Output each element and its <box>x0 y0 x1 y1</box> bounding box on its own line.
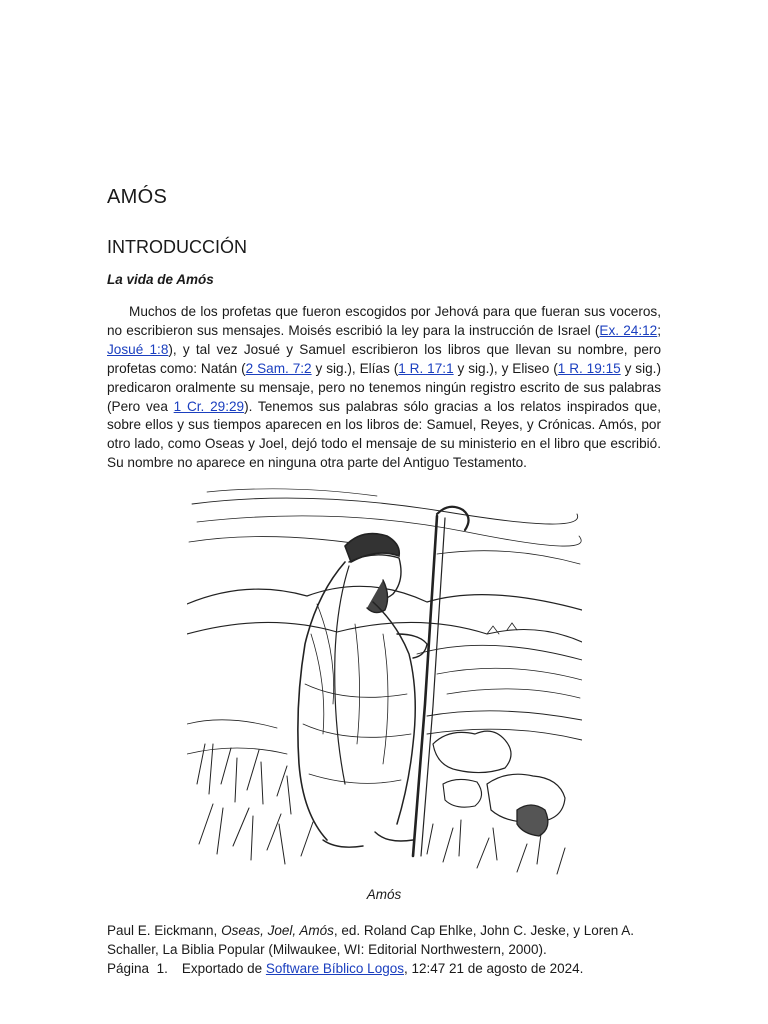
intro-paragraph <box>107 303 661 473</box>
export-prefix: Exportado de <box>181 961 266 976</box>
text-run: Muchos de los profetas que fueron escogidos por Jehová para que fueran sus voceros, no escribieron sus mensajes. Moisés escribió la ley para la instrucción de Israel ( <box>107 304 661 338</box>
citation-footer <box>107 921 661 978</box>
scripture-link-1-r-17-1[interactable]: 1 R. 17:1 <box>398 360 454 376</box>
page-number: 1. <box>156 961 168 976</box>
scripture-link-1-cr-29-29[interactable]: 1 Cr. 29:29 <box>173 398 245 414</box>
scripture-link-1-r-19-15[interactable]: 1 R. 19:15 <box>557 360 621 376</box>
text-run: y sig.), y Eliseo ( <box>453 360 558 376</box>
subsection-heading: La vida de Amós <box>107 272 214 287</box>
citation-work-title: Oseas, Joel, Amós <box>221 923 334 938</box>
section-heading: INTRODUCCIÓN <box>107 237 247 257</box>
amos-shepherd-illustration <box>187 484 582 880</box>
text-run: ), y tal vez Josué y Samuel escribieron los libros que llevan su nombre, pero profetas como: Natán ( <box>107 341 661 376</box>
text-run: ). Tenemos sus palabras sólo gracias a los relatos inspirados que, sobre ellos y sus tiempos aparecen en los libros de: Samuel, Reyes, y Crónicas. Amós, por otro lado, como Oseas y Joel, dejó todo el mensaje de su ministerio en el libro que escribió. Su nombre no aparece en ninguna otra parte del Antiguo Testamento. <box>107 398 661 471</box>
citation-details: , ed. Roland Cap Ehlke, John C. Jeske, y Loren A. Schaller, La Biblia Popular (Milwaukee, WI: Editorial Northwestern, 2000). <box>107 923 635 957</box>
export-timestamp: , 12:47 21 de agosto de 2024. <box>403 961 584 976</box>
page-label: Página <box>107 961 150 976</box>
illustration-caption: Amós <box>366 887 402 902</box>
text-run: ; <box>657 322 661 338</box>
book-title: AMÓS <box>107 186 168 208</box>
text-run: y sig.) predicaron oralmente su mensaje, pero no tenemos ningún registro escrito de sus palabras (Pero vea <box>107 360 661 414</box>
scripture-link-josue-1-8[interactable]: Josué 1:8 <box>107 341 169 357</box>
citation-author: Paul E. Eickmann, <box>107 923 222 938</box>
scripture-link-2-sam-7-2[interactable]: 2 Sam. 7:2 <box>245 360 312 376</box>
scripture-link-ex-24-12[interactable]: Ex. 24:12 <box>599 322 658 338</box>
text-run: y sig.), Elías ( <box>311 360 399 376</box>
logos-software-link[interactable]: Software Bíblico Logos <box>265 961 404 976</box>
